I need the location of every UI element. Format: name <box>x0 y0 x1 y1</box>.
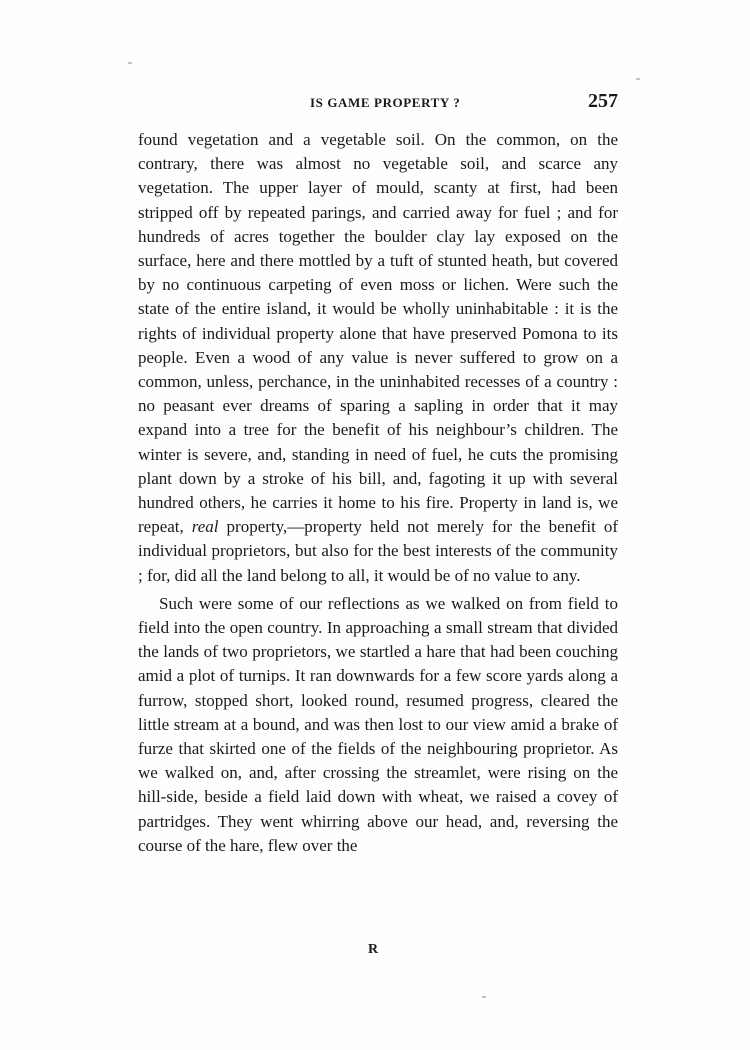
paragraph-1 <box>138 128 618 588</box>
paragraph-1-continuation: property,—property held not merely for the benefit of individual proprietors, but also for the best interests of the community ; for, did all the land belong to all, it would be of no value to any. <box>138 517 619 585</box>
paper-speck <box>128 62 132 64</box>
running-head <box>142 90 618 117</box>
paper-speck <box>636 78 640 80</box>
body-text <box>138 128 618 858</box>
paper-speck <box>482 996 486 998</box>
page-number: 257 <box>588 90 618 112</box>
running-title: IS GAME PROPERTY ? <box>310 95 461 110</box>
italic-word: real <box>191 517 219 537</box>
paragraph-1-text: found vegetation and a vegetable soil. On the common, on the contrary, there was almost no vegetable soil, and scarce any vegetation. The upper layer of mould, scanty at first, had been stripped off by repeated parings, and carried away for fuel ; and for hundreds of acres together the boulder clay lay exposed on the surface, here and there mottled by a tuft of stunted heath, but covered by no continuous carpeting of even moss or lichen. Were such the state of the entire island, it would be wholly uninhabitable : it is the rights of individual property alone that have preserved Pomona to its people. Even a wood of any value is never suffered to grow on a common, unless, perchance, in the uninhabited recesses of a country : no peasant ever dreams of sparing a sapling in order that it may expand into a tree for the benefit of his neighbour’s children. The winter is severe, and, standing in need of fuel, he cuts the promising plant down by a stroke of his bill, and, fagoting it up with several hundred others, he carries it home to his fire. Property in land is, we repeat, <box>138 130 618 537</box>
paragraph-2: Such were some of our reflections as we walked on from field to field into the open country. In approaching a small stream that divided the lands of two proprietors, we startled a hare that had been couching amid a plot of turnips. It ran downwards for a few score yards along a furrow, stopped short, looked round, resumed progress, cleared the little stream at a bound, and was then lost to our view amid a brake of furze that skirted one of the fields of the neighbouring proprietor. As we walked on, and, after crossing the streamlet, were rising on the hill-side, beside a field laid down with wheat, we raised a covey of partridges. They went whirring above our head, and, reversing the course of the hare, flew over the <box>138 593 618 855</box>
signature-mark: R <box>368 942 379 957</box>
